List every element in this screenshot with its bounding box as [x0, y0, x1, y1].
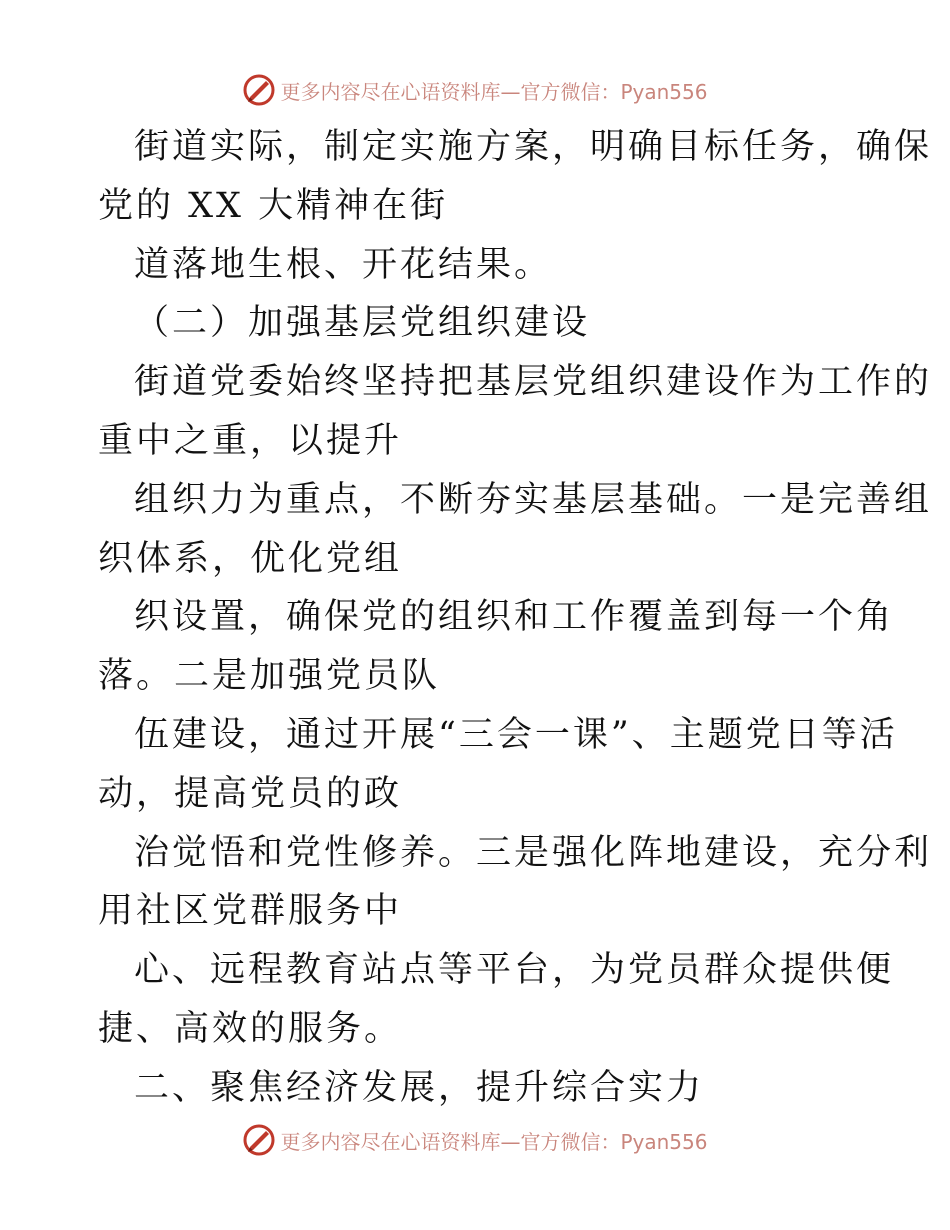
text-line: 党的 XX 大精神在街 [98, 185, 449, 226]
text-line: 组织力为重点，不断夯实基层基础。一是完善组 [134, 479, 933, 520]
header-banner [0, 70, 950, 110]
footer-banner-text: 更多内容尽在心语资料库—官方微信：Pyan556 [280, 1129, 708, 1154]
text-line: 街道党委始终坚持把基层党组织建设作为工作的 [134, 362, 933, 403]
text-line: 治觉悟和党性修养。三是强化阵地建设，充分利 [134, 832, 933, 873]
text-line: 重中之重，以提升 [98, 420, 403, 461]
text-line: 织体系，优化党组 [98, 538, 403, 579]
text-line: 动，提高党员的政 [98, 773, 403, 814]
section-heading: 二、聚焦经济发展，提升综合实力 [134, 1067, 705, 1108]
section-heading: （二）加强基层党组织建设 [134, 303, 591, 344]
text-line: 落。二是加强党员队 [98, 656, 441, 697]
text-line: 道落地生根、开花结果。 [134, 244, 553, 285]
footer-banner [0, 1120, 950, 1160]
text-line: 织设置，确保党的组织和工作覆盖到每一个角 [134, 597, 895, 638]
header-banner-text: 更多内容尽在心语资料库—官方微信：Pyan556 [280, 79, 708, 104]
text-line: 街道实际，制定实施方案，明确目标任务，确保 [134, 127, 933, 167]
text-line: 伍建设，通过开展“三会一课”、主题党日等活 [134, 714, 898, 755]
pen-logo-icon [242, 73, 276, 107]
pen-logo-icon [242, 1123, 276, 1157]
document-body [98, 118, 933, 1118]
text-line: 用社区党群服务中 [98, 891, 403, 932]
text-line: 心、远程教育站点等平台，为党员群众提供便 [134, 950, 895, 991]
text-line: 捷、高效的服务。 [98, 1008, 403, 1049]
